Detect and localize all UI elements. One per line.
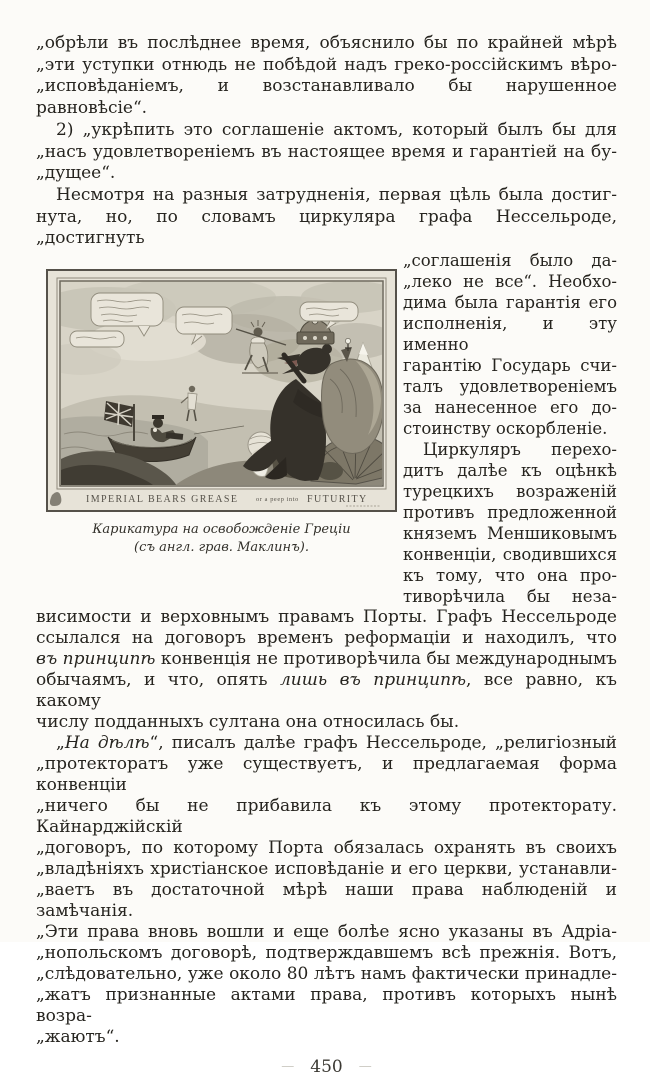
text-line: числу подданныхъ султана она относилась бы. bbox=[36, 712, 460, 733]
right-text-column bbox=[403, 250, 617, 607]
page-number-row bbox=[36, 1057, 617, 1077]
text-line: „слѣдовательно, уже около 80 лѣтъ намъ фактически принадле- bbox=[36, 964, 617, 985]
text-line: дитъ далѣе къ оцѣнкѣ bbox=[403, 461, 617, 481]
text-line: исполненія, и эту именно bbox=[403, 314, 617, 355]
text-line: противъ предложенной bbox=[403, 503, 617, 523]
plate-title-caps1: IMPERIAL BEARS GREASE bbox=[86, 494, 239, 506]
text-line: „соглашенія было да- bbox=[403, 251, 617, 271]
text-line: „эти уступки отнюдь не побѣдой надъ греко-россійскимъ вѣро- bbox=[36, 54, 617, 75]
text-line: висимости и верховнымъ правамъ Порты. Графъ Нессельроде bbox=[36, 607, 617, 628]
text-line: Циркуляръ перехо- bbox=[423, 440, 617, 460]
body-block-top bbox=[36, 33, 617, 250]
text-line: тиворѣчила бы неза- bbox=[403, 587, 617, 607]
text-line: за нанесенное его до- bbox=[403, 398, 617, 418]
text-line: „жатъ признанные актами права, противъ которыхъ нынѣ возра- bbox=[36, 985, 617, 1027]
page-number-right-mark: — bbox=[358, 1059, 372, 1075]
text-line: „исповѣданіемъ, и возстанавливало бы нарушенное равновѣсіе“. bbox=[36, 76, 617, 119]
plate-title-caps2: FUTURITY bbox=[307, 494, 368, 506]
text-line: „нопольскомъ договорѣ, подтверждавшемъ всѣ прежнія. Вотъ, bbox=[36, 943, 617, 964]
text-line: „насъ удовлетвореніемъ въ настоящее время и гарантіей на бу- bbox=[36, 141, 617, 162]
text-line: 2) „укрѣпить это соглашеніе актомъ, который былъ бы для bbox=[56, 119, 617, 140]
text-line: „На дѣлѣ“, писалъ далѣе графъ Нессельроде, „религіозный bbox=[56, 733, 617, 754]
text-line: „ничего бы не прибавила къ этому протекторату. Кайнарджійскій bbox=[36, 796, 617, 838]
caricature-figure bbox=[46, 269, 397, 557]
text-line: конвенціи, сводившихся bbox=[403, 545, 617, 565]
text-line: Несмотря на разныя затрудненія, первая цѣль была достиг- bbox=[56, 184, 617, 205]
text-line: „ваетъ въ достаточной мѣрѣ наши права наблюденій и замѣчанія. bbox=[36, 880, 617, 922]
text-line: къ тому, что она про- bbox=[403, 566, 617, 586]
text-line: „договоръ, по которому Порта обязалась охранять въ своихъ bbox=[36, 838, 617, 859]
text-line: дима была гарантія его bbox=[403, 293, 617, 313]
body-block-bottom bbox=[36, 607, 617, 1048]
plate-title bbox=[50, 492, 381, 506]
figure-and-sidetext-row bbox=[36, 250, 617, 607]
figure-caption-line1: Карикатура на освобожденіе Греціи bbox=[92, 522, 351, 538]
page-number-left-mark: — bbox=[281, 1059, 295, 1075]
text-line: ссылался на договоръ временъ реформаціи и находилъ, что bbox=[36, 628, 617, 649]
text-line: въ принципѣ конвенція не противорѣчила бы международнымъ bbox=[36, 649, 617, 670]
plate-title-small: or a peep into bbox=[256, 496, 299, 504]
text-line: обычаямъ, и что, опять лишь въ принципѣ, все равно, къ какому bbox=[36, 670, 617, 712]
text-line: „Эти права вновь вошли и еще болѣе ясно указаны въ Адріа- bbox=[36, 922, 617, 943]
text-line: „протекторатъ уже существуетъ, и предлагаемая форма конвенціи bbox=[36, 754, 617, 796]
text-line: „леко не все“. Необхо- bbox=[403, 272, 617, 292]
figure-caption bbox=[46, 521, 397, 557]
figure-caption-line2: (съ англ. грав. Маклинъ). bbox=[134, 540, 309, 556]
text-line: „обрѣли въ послѣднее время, объяснило бы по крайней мѣрѣ bbox=[36, 33, 617, 53]
text-line: нута, но, по словамъ циркуляра графа Нессельроде, „достигнуть bbox=[36, 206, 617, 249]
text-line: турецкихъ возраженій bbox=[403, 482, 617, 502]
text-line: „владѣніяхъ христіанское исповѣданіе и его церкви, устанавли- bbox=[36, 859, 617, 880]
text-line: гарантію Государь счи- bbox=[403, 356, 617, 376]
text-line: княземъ Меншиковымъ bbox=[403, 524, 617, 544]
text-content bbox=[36, 33, 617, 1077]
caricature-image bbox=[46, 269, 397, 512]
text-line: стоинству оскорбленіе. bbox=[403, 419, 608, 439]
page-number: 450 bbox=[310, 1057, 343, 1077]
text-line: „жаютъ“. bbox=[36, 1027, 120, 1048]
text-line: талъ удовлетвореніемъ bbox=[403, 377, 617, 397]
text-line: „дущее“. bbox=[36, 163, 116, 184]
